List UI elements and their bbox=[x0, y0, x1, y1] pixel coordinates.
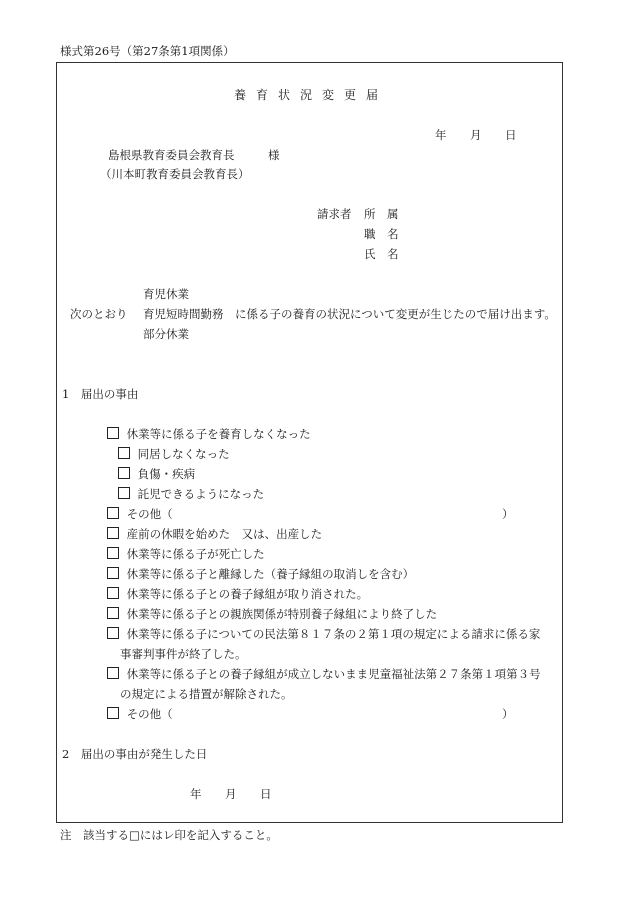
checkbox[interactable] bbox=[107, 567, 119, 579]
leave-type-childcare: 育児休業 bbox=[143, 287, 189, 301]
footnote: 注 該当する□にはレ印を記入すること。 bbox=[60, 828, 278, 842]
form-number: 様式第26号（第27条第1項関係） bbox=[60, 44, 235, 58]
date-month: 月 bbox=[470, 128, 482, 142]
reason-item-continued: の規定による措置が解除された。 bbox=[120, 687, 293, 701]
checkbox[interactable] bbox=[107, 547, 119, 559]
checkbox[interactable] bbox=[107, 667, 119, 679]
checkbox[interactable] bbox=[107, 427, 119, 439]
reason-subitem: 同居しなくなった bbox=[118, 447, 230, 461]
statement-prefix: 次のとおり bbox=[70, 307, 128, 321]
reason-item: 産前の休暇を始めた 又は、出産した bbox=[107, 527, 322, 541]
requester-position: 職 名 bbox=[364, 227, 399, 241]
requester-name: 氏 名 bbox=[364, 247, 399, 261]
reason-item: 休業等に係る子との養子縁組が成立しないまま児童福祉法第２７条第１項第３号 bbox=[107, 667, 541, 681]
checkbox[interactable] bbox=[107, 587, 119, 599]
reason-item-continued: 事審判事件が終了した。 bbox=[120, 647, 247, 661]
reason-item: 休業等に係る子と離縁した（養子縁組の取消しを含む） bbox=[107, 567, 414, 581]
requester-affiliation: 所 属 bbox=[364, 207, 399, 221]
other-close-paren: ） bbox=[502, 507, 514, 521]
date-day: 日 bbox=[505, 128, 517, 142]
occurrence-year: 年 bbox=[190, 787, 202, 801]
statement-suffix: に係る子の養育の状況について変更が生じたので届け出ます。 bbox=[235, 307, 556, 321]
checkbox[interactable] bbox=[107, 627, 119, 639]
checkbox[interactable] bbox=[107, 527, 119, 539]
addressee-honorific: 様 bbox=[268, 148, 280, 162]
requester-label: 請求者 bbox=[317, 207, 352, 221]
reason-subitem: 託児できるようになった bbox=[118, 487, 264, 501]
checkbox[interactable] bbox=[107, 607, 119, 619]
section2-title: 2 届出の事由が発生した日 bbox=[62, 747, 208, 761]
other-close-paren: ） bbox=[502, 707, 514, 721]
checkbox[interactable] bbox=[107, 707, 119, 719]
checkbox[interactable] bbox=[118, 487, 130, 499]
section1-title: 1 届出の事由 bbox=[62, 387, 139, 401]
reason-item-other: その他（ bbox=[107, 507, 173, 521]
occurrence-day: 日 bbox=[260, 787, 272, 801]
leave-type-short-hours: 育児短時間勤務 bbox=[143, 307, 224, 321]
reason-item: 休業等に係る子を養育しなくなった bbox=[107, 427, 311, 441]
reason-item: 休業等に係る子についての民法第８１７条の２第１項の規定による請求に係る家 bbox=[107, 627, 540, 641]
checkbox[interactable] bbox=[107, 507, 119, 519]
reason-item: 休業等に係る子との親族関係が特別養子縁組により終了した bbox=[107, 607, 437, 621]
reason-item: 休業等に係る子が死亡した bbox=[107, 547, 265, 561]
checkbox[interactable] bbox=[118, 447, 130, 459]
leave-type-partial: 部分休業 bbox=[143, 327, 189, 341]
date-year: 年 bbox=[435, 128, 447, 142]
reason-item: 休業等に係る子との養子縁組が取り消された。 bbox=[107, 587, 368, 601]
addressee-line2: （川本町教育委員会教育長） bbox=[100, 167, 250, 181]
occurrence-month: 月 bbox=[225, 787, 237, 801]
addressee-line1: 島根県教育委員会教育長 bbox=[108, 148, 235, 162]
reason-subitem: 負傷・疾病 bbox=[118, 467, 195, 481]
form-title: 養育状況変更届 bbox=[234, 88, 389, 102]
checkbox[interactable] bbox=[118, 467, 130, 479]
reason-item-other: その他（ bbox=[107, 707, 173, 721]
